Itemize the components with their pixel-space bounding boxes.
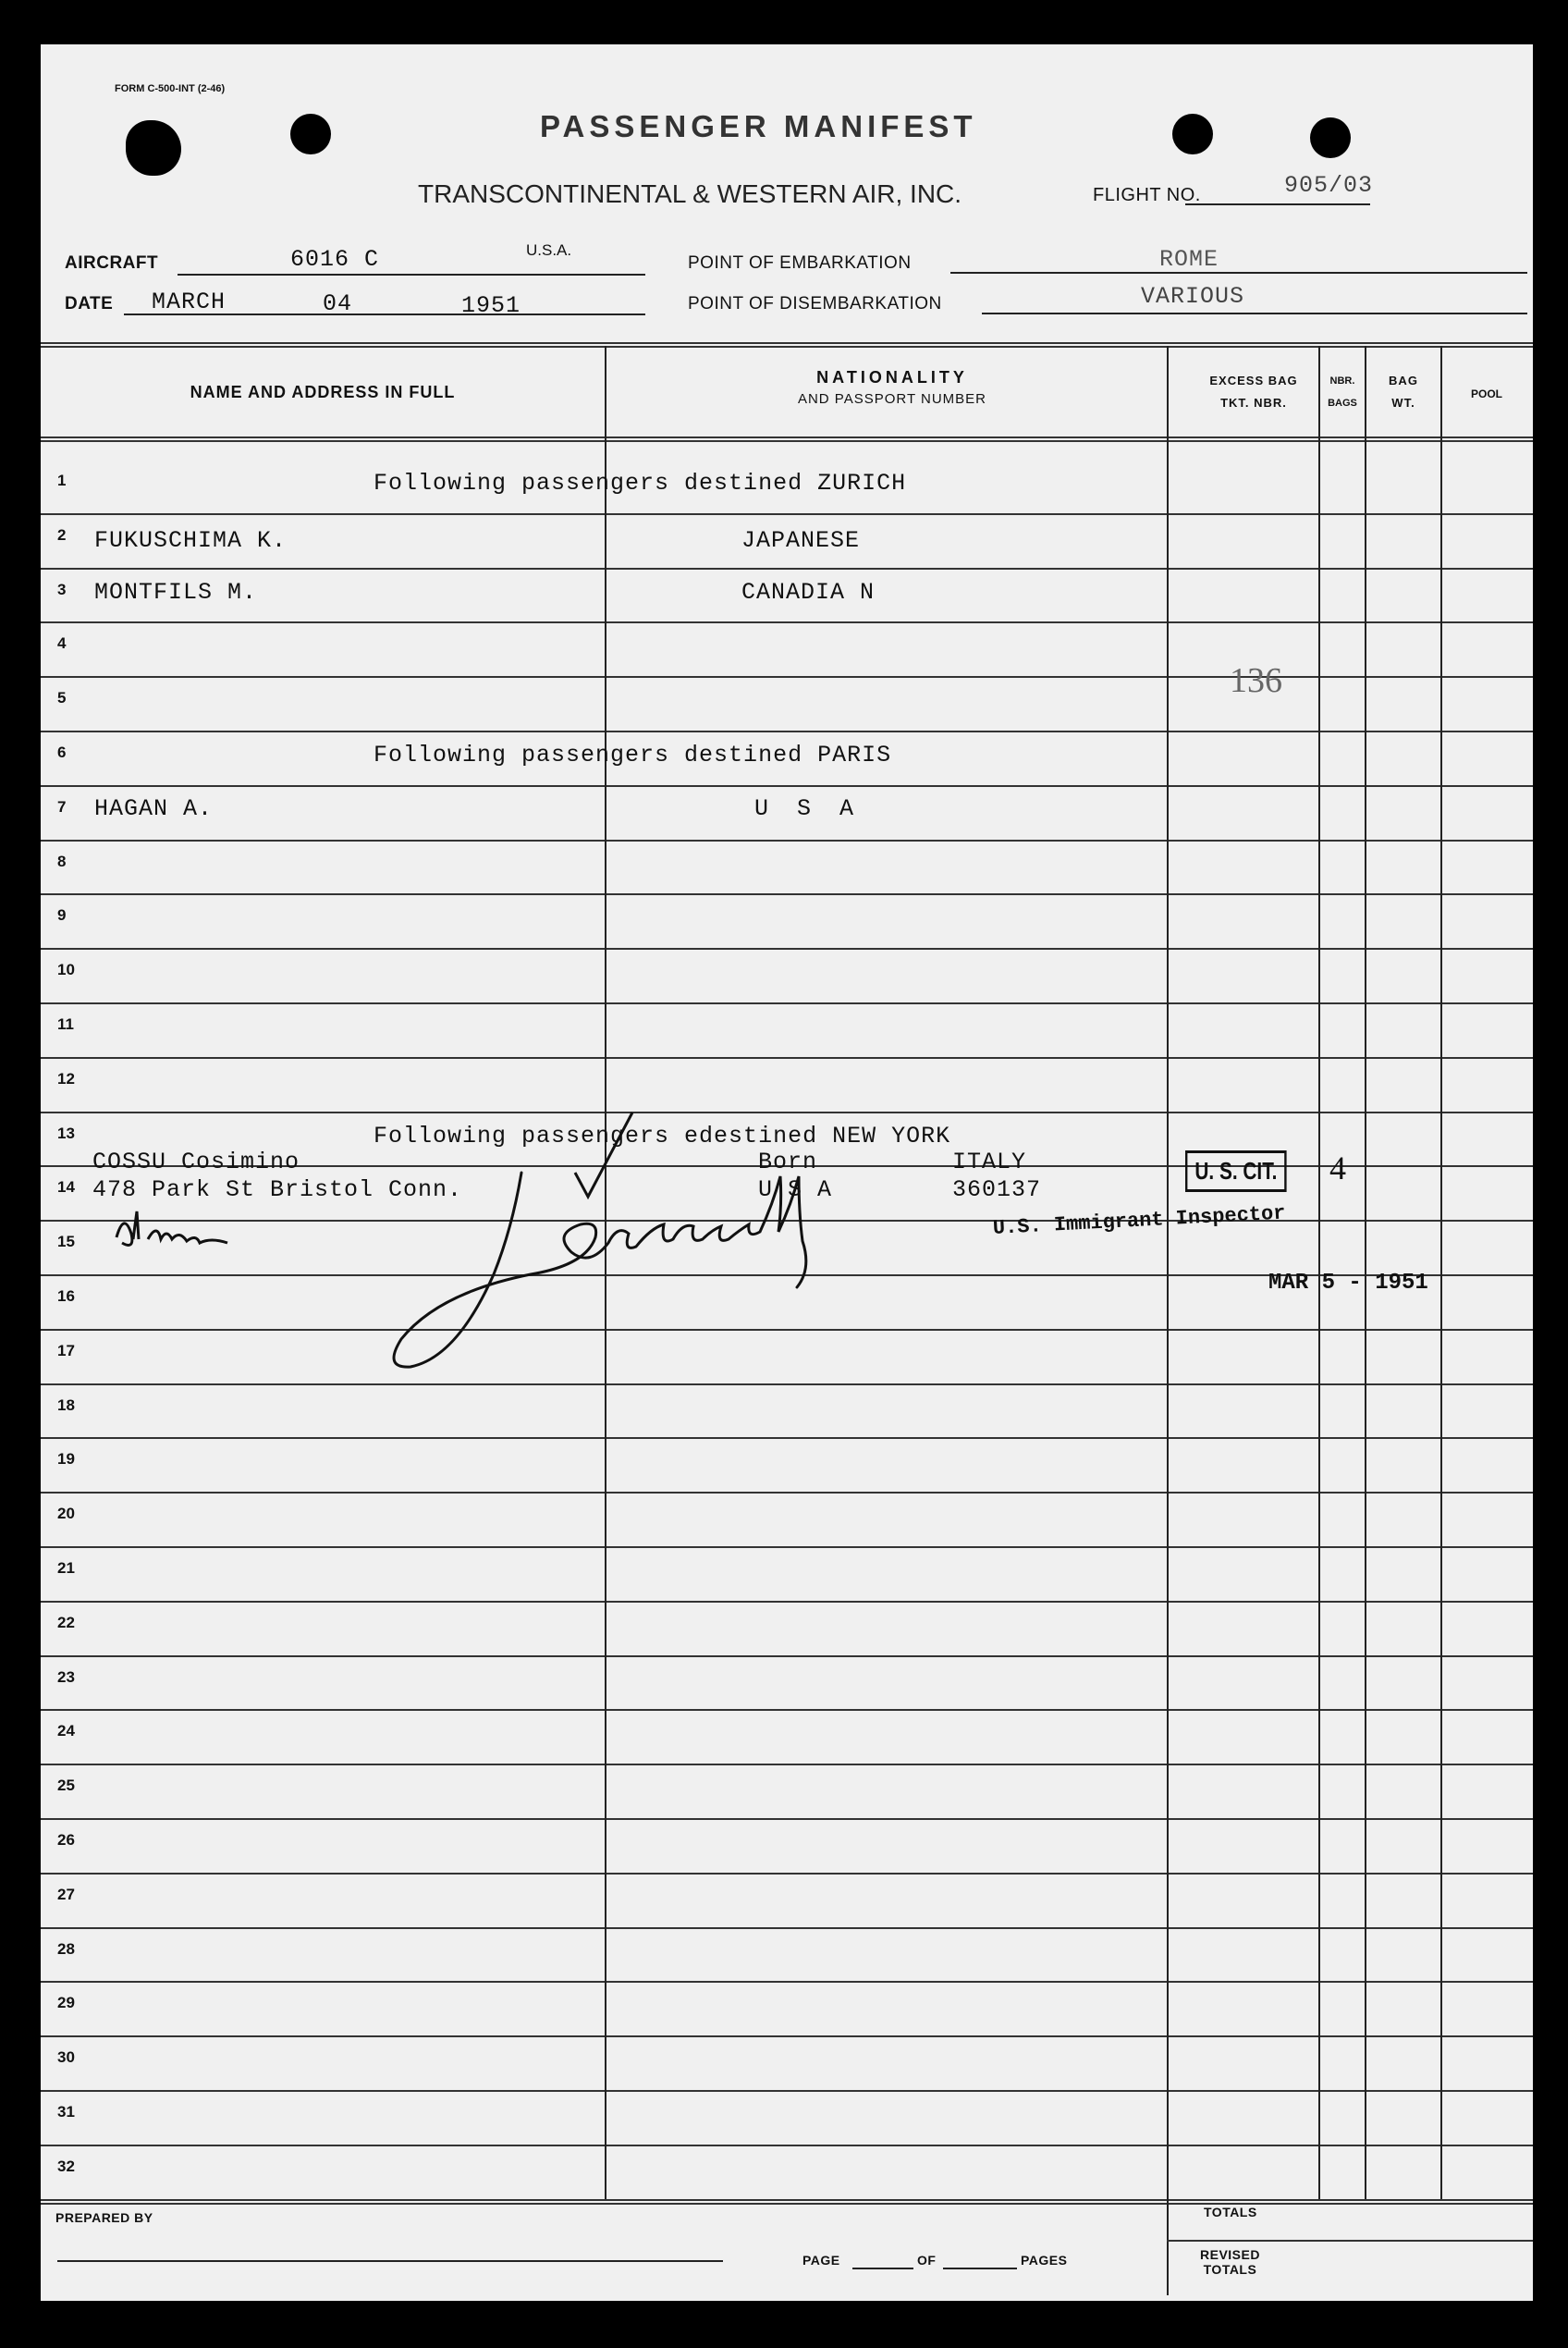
row5-stamp-number: 136 — [1230, 661, 1282, 700]
row3-nationality: CANADIA N — [741, 579, 876, 606]
row-number: 4 — [57, 634, 67, 652]
row-number: 16 — [57, 1287, 75, 1305]
row-number: 31 — [57, 2103, 75, 2121]
aircraft-country: U.S.A. — [526, 241, 572, 259]
row14-born-value: U S A — [758, 1176, 833, 1203]
row3-name: MONTFILS M. — [94, 579, 258, 606]
row7-name: HAGAN A. — [94, 795, 214, 822]
row-number: 30 — [57, 2048, 75, 2066]
row-number: 10 — [57, 961, 75, 978]
inspector-stamp: U.S. Immigrant Inspector — [992, 1201, 1287, 1240]
page-label: PAGE — [802, 2253, 840, 2268]
row-number: 25 — [57, 1776, 75, 1794]
col-header-nationality-line2: AND PASSPORT NUMBER — [797, 391, 987, 407]
row14-born-label: Born — [758, 1149, 818, 1175]
row-number: 5 — [57, 689, 67, 707]
row14-country: ITALY — [952, 1149, 1027, 1175]
form-number: FORM C-500-INT (2-46) — [115, 83, 226, 94]
col-header-wt-line1: BAG — [1389, 374, 1418, 387]
row-number: 18 — [57, 1396, 75, 1414]
row-number: 23 — [57, 1668, 75, 1686]
row1-note: Following passengers destined ZURICH — [374, 470, 907, 497]
row-number: 22 — [57, 1614, 75, 1631]
row-number: 2 — [57, 526, 67, 544]
aircraft-label: AIRCRAFT — [65, 253, 159, 273]
date-year: 1951 — [461, 292, 521, 319]
col-header-pool: POOL — [1470, 387, 1502, 400]
flight-no-value: 905/03 — [1284, 172, 1374, 199]
col-header-nationality-line1: NATIONALITY — [816, 368, 968, 387]
row-number: 19 — [57, 1450, 75, 1468]
row14-name: COSSU Cosimino — [92, 1149, 300, 1175]
embarkation-value: ROME — [1159, 246, 1219, 273]
col-header-wt-line2: WT. — [1391, 396, 1415, 410]
inspection-date-stamp: MAR 5 - 1951 — [1268, 1271, 1428, 1296]
row-number: 24 — [57, 1722, 75, 1739]
row-number: 3 — [57, 581, 67, 598]
prepared-by-label: PREPARED BY — [55, 2210, 153, 2225]
row-number: 8 — [57, 853, 67, 870]
handwritten-signature — [41, 44, 1533, 2301]
date-day: 04 — [323, 290, 353, 317]
row-number: 9 — [57, 906, 67, 924]
flight-no-label: FLIGHT NO. — [1093, 185, 1201, 205]
date-month: MARCH — [152, 289, 227, 315]
disembarkation-value: VARIOUS — [1141, 283, 1245, 310]
row-number: 12 — [57, 1070, 75, 1088]
row14-bag-mark: 4 — [1329, 1149, 1346, 1186]
aircraft-value: 6016 C — [290, 246, 380, 273]
row6-note: Following passengers destined PARIS — [374, 742, 892, 768]
row2-nationality: JAPANESE — [741, 527, 861, 554]
row14-address: 478 Park St Bristol Conn. — [92, 1176, 463, 1203]
row2-name: FUKUSCHIMA K. — [94, 527, 288, 554]
col-header-nbr-line1: NBR. — [1329, 375, 1355, 387]
row-number: 17 — [57, 1342, 75, 1359]
pages-label: PAGES — [1021, 2253, 1068, 2268]
us-citizen-stamp: U. S. CIT. — [1185, 1150, 1287, 1192]
manifest-sheet — [41, 44, 1533, 2301]
row-number: 32 — [57, 2157, 75, 2175]
row-number: 1 — [57, 472, 67, 489]
revised-label-line1: REVISED — [1200, 2247, 1260, 2262]
row-number: 7 — [57, 798, 67, 816]
revised-label-line2: TOTALS — [1203, 2262, 1257, 2277]
row-number: 14 — [57, 1178, 75, 1196]
row13-note: Following passengers edestined NEW YORK — [374, 1123, 951, 1149]
row-number: 26 — [57, 1831, 75, 1849]
row-number: 11 — [57, 1015, 74, 1033]
col-header-excess-line2: TKT. NBR. — [1220, 396, 1287, 410]
row-number: 13 — [57, 1125, 75, 1142]
disembarkation-label: POINT OF DISEMBARKATION — [688, 294, 942, 313]
col-header-nbr-line2: BAGS — [1328, 398, 1357, 409]
date-label: DATE — [65, 294, 114, 313]
page-title: PASSENGER MANIFEST — [540, 109, 977, 143]
row-number: 20 — [57, 1505, 75, 1522]
row-number: 21 — [57, 1559, 75, 1577]
row7-nationality: U S A — [754, 795, 862, 822]
row-number: 29 — [57, 1994, 75, 2011]
revised-totals-label — [1200, 2247, 1260, 2277]
row-number: 27 — [57, 1886, 75, 1903]
airline-name: TRANSCONTINENTAL & WESTERN AIR, INC. — [418, 179, 962, 208]
col-header-name: NAME AND ADDRESS IN FULL — [190, 383, 456, 401]
row-number: 28 — [57, 1940, 75, 1958]
totals-label: TOTALS — [1204, 2205, 1257, 2219]
embarkation-label: POINT OF EMBARKATION — [688, 253, 912, 273]
row-number: 6 — [57, 744, 67, 761]
row-number: 15 — [57, 1233, 75, 1250]
row14-passport: 360137 — [952, 1176, 1042, 1203]
col-header-excess-line1: EXCESS BAG — [1209, 374, 1298, 387]
of-label: OF — [917, 2253, 937, 2268]
